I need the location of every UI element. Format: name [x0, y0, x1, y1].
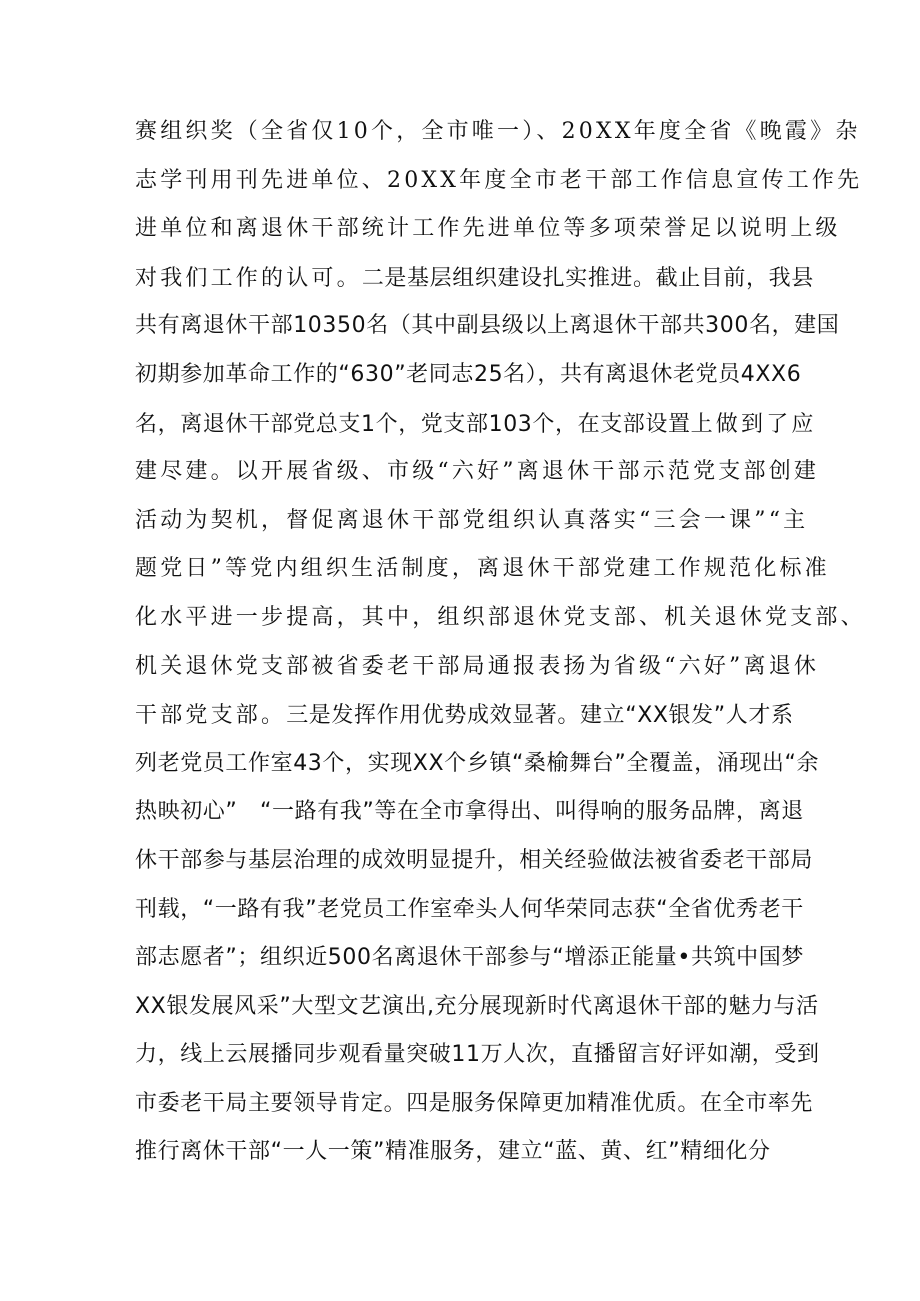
text-line-18: 部志愿者”；组织近500名离退休干部参与“增添正能量•共筑中国梦 [135, 945, 804, 971]
text-line-3: 进单位和离退休干部统计工作先进单位等多项荣誉足以说明上级 [135, 216, 841, 242]
text-line-14: 列老党员工作室43个，实现XX个乡镇“桑榆舞台”全覆盖，涌现出“余 [135, 750, 820, 776]
text-line-6: 初期参加革命工作的“630”老同志25名），共有离退休老党员4XX6 [135, 361, 802, 387]
text-line-11: 化水平进一步提高，其中，组织部退休党支部、机关退休党支部、 [135, 604, 866, 630]
text-line-8: 建尽建。以开展省级、市级“六好”离退休干部示范党支部创建 [135, 459, 820, 485]
text-line-7-part-a: 名，离退休干部党总支1个，党支部103个，在支部设置 [135, 411, 691, 437]
text-line-20: 力，线上云展播同步观看量突破11万人次，直播留言好评如潮，受到 [135, 1042, 820, 1068]
text-line-7-part-b: 上做到了应 [690, 411, 817, 437]
text-line-9: 活动为契机，督促离退休干部党组织认真落实“三会一课”“主 [135, 507, 809, 533]
text-line-21: 市委老干局主要领导肯定。四是服务保障更加精准优质。在全市率先 [135, 1090, 814, 1116]
text-line-13-part-a: 干部党支部。 [135, 703, 287, 729]
text-line-10: 题党日”等党内组织生活制度，离退休干部党建工作规范化标准 [135, 556, 830, 582]
text-line-15: 热映初心” “一路有我”等在全市拿得出、叫得响的服务品牌，离退 [135, 799, 804, 825]
text-line-4-part-b: 二是基层组织建设扎实推进。截止目前，我县 [361, 265, 814, 291]
text-line-5: 共有离退休干部10350名（其中副县级以上离退休干部共300名，建国 [135, 313, 840, 339]
text-line-13-part-b: 三是发挥作用优势成效显著。建立“XX银发”人才系 [286, 703, 794, 729]
text-line-22: 推行离休干部“一人一策”精准服务，建立“蓝、黄、红”精细化分 [135, 1139, 771, 1165]
text-line-2: 志学刊用刊先进单位、20XX年度全市老干部工作信息宣传工作先 [135, 167, 863, 193]
text-line-4-part-a: 对我们工作的认可。 [135, 265, 362, 291]
text-line-4 [135, 254, 825, 303]
text-line-7 [135, 400, 825, 449]
document-body [135, 108, 866, 1177]
text-line-19: XX银发展风采”大型文艺演出,充分展现新时代离退休干部的魅力与活 [135, 993, 819, 1019]
text-line-17: 刊载，“一路有我”老党员工作室牵头人何华荣同志获“全省优秀老干 [135, 896, 804, 922]
text-line-12: 机关退休党支部被省委老干部局通报表扬为省级“六好”离退休 [135, 653, 820, 679]
text-line-13 [135, 691, 825, 740]
text-line-16: 休干部参与基层治理的成效明显提升，相关经验做法被省委老干部局 [135, 847, 814, 873]
text-line-1: 赛组织奖（全省仅10个，全市唯一）、20XX年度全省《晚霞》杂 [135, 119, 861, 144]
